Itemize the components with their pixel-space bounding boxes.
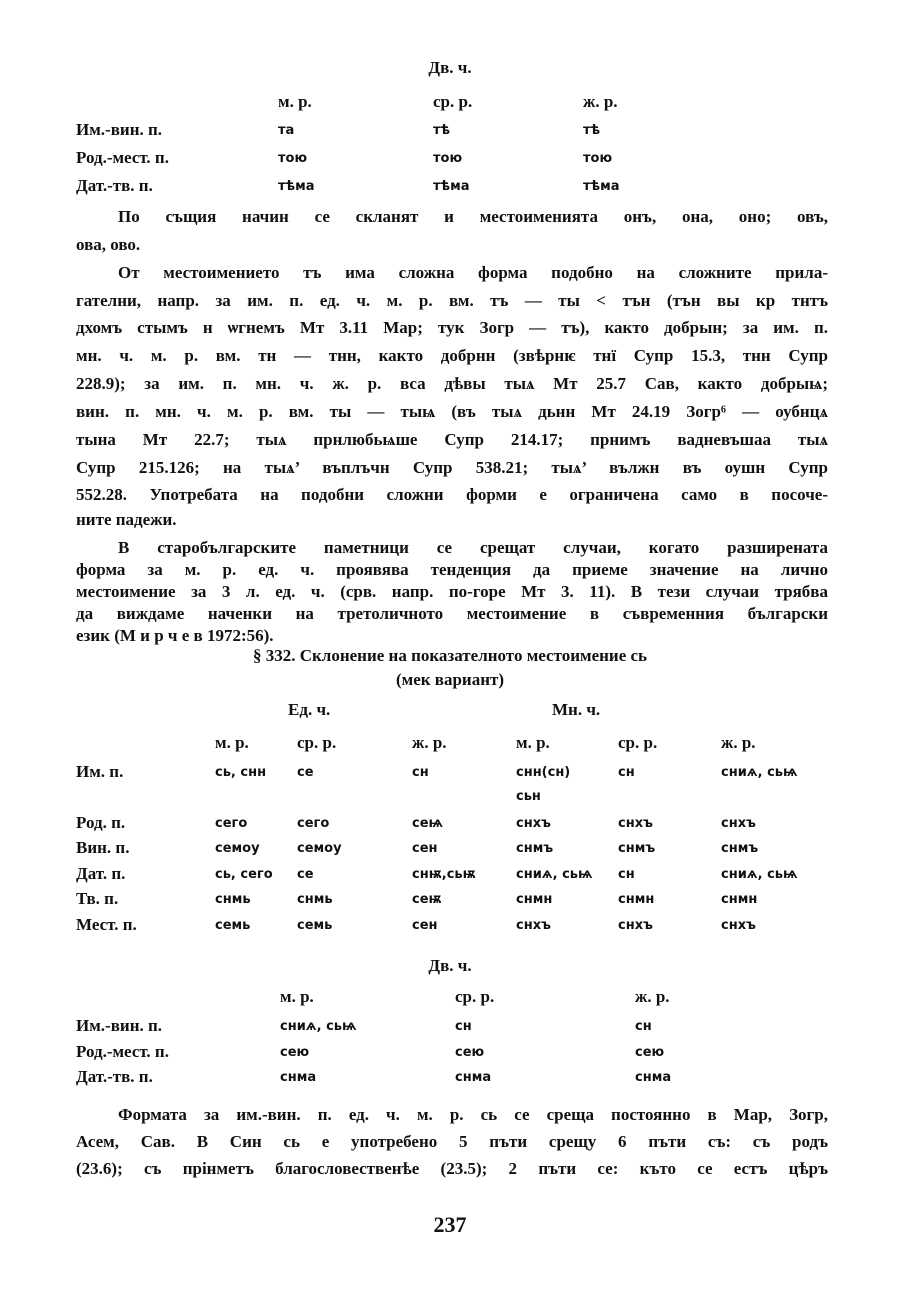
table-cell: тѣма <box>583 179 620 194</box>
table-cell: тѣ <box>433 123 451 138</box>
row-label: Род.-мест. п. <box>76 1042 169 1061</box>
table-cell: тѣма <box>278 179 315 194</box>
column-header: ср. р. <box>433 92 473 111</box>
table-cell: се <box>297 765 314 780</box>
table-cell: сн <box>412 765 429 780</box>
column-header: ср. р. <box>618 733 658 752</box>
table-cell: снмъ <box>618 841 656 856</box>
paragraph-line: Формата за им.-вин. п. ед. ч. м. р. сь се среща постоянно в Мар, Зогр, <box>118 1105 828 1124</box>
row-label: Дат.-тв. п. <box>76 1067 153 1086</box>
paragraph-line: местоимение за 3 л. ед. ч. (срв. напр. по-горе Мт 3. 11). В тези случаи трябва <box>76 582 828 601</box>
table-cell: сниѧ, сьѩ <box>280 1019 357 1034</box>
table-cell: сею <box>455 1045 485 1060</box>
table-cell: семоу <box>215 841 260 856</box>
page-number: 237 <box>433 1212 467 1237</box>
column-header: ср. р. <box>297 733 337 752</box>
paragraph-line: В старобългарските паметници се срещат случаи, когато разширената <box>118 538 828 557</box>
column-header: м. р. <box>516 733 550 752</box>
table-cell: сниѧ, сьѩ <box>516 867 593 882</box>
group-header-plural: Мн. ч. <box>552 700 601 719</box>
paragraph-line: ова, ово. <box>76 235 141 254</box>
table-cell: сею <box>280 1045 310 1060</box>
paragraph-line: (23.6); съ прінметъ благословественѣе (23.5); 2 пъти се: къто се естъ цѣръ <box>76 1159 828 1178</box>
table-cell: тою <box>433 151 463 166</box>
paragraph-line: дхомъ стымъ н ѡгнемъ Мт 3.11 Мар; тук Зогр — тъ), както добрын; за им. п. <box>76 318 828 337</box>
table-cell: сен <box>412 918 438 933</box>
table-cell: сен <box>412 841 438 856</box>
table-cell: сн <box>455 1019 472 1034</box>
table-cell: снмн <box>516 892 553 907</box>
table-cell: сего <box>297 816 330 831</box>
table-cell: снмъ <box>721 841 759 856</box>
column-header: ж. р. <box>635 987 670 1006</box>
paragraph-line: вин. п. мн. ч. м. р. вм. ты — тыѩ (въ тыѧ дьнн Мт 24.19 Зогр⁶ — оубнцѧ <box>76 402 828 421</box>
column-header: ж. р. <box>583 92 618 111</box>
table-cell: снхъ <box>618 918 653 933</box>
table-cell: сн <box>618 867 635 882</box>
table-cell: снхъ <box>721 816 756 831</box>
table-cell: сь, сего <box>215 867 273 882</box>
row-label: Дат. п. <box>76 864 126 883</box>
table-cell: снма <box>455 1070 492 1085</box>
column-header: ж. р. <box>412 733 447 752</box>
table-cell: тѣ <box>583 123 601 138</box>
paragraph-line: мн. ч. м. р. вм. тн — тнн, както добрнн (звѣрнѥ тнї Супр 15.3, тнн Супр <box>76 346 828 365</box>
column-header: ж. р. <box>721 733 756 752</box>
table-cell: снмъ <box>516 841 554 856</box>
paragraph-line: Супр 215.126; на тыѧ’ въплъчн Супр 538.21; тыѧ’ вължн въ оушн Супр <box>76 458 828 477</box>
table-cell: снма <box>635 1070 672 1085</box>
paragraph-line: да виждаме наченки на третоличното местоимение в съвременния български <box>76 604 828 623</box>
table-cell: тѣма <box>433 179 470 194</box>
paragraph-line: ните падежи. <box>76 510 177 529</box>
row-label: Вин. п. <box>76 838 130 857</box>
column-header: ср. р. <box>455 987 495 1006</box>
table-cell: сеѩ <box>412 816 444 831</box>
paragraph-line: тына Мт 22.7; тыѧ прнлюбьѩше Супр 214.17; прнимъ вадневъшаа тыѧ <box>76 430 828 449</box>
row-label: Им.-вин. п. <box>76 120 163 139</box>
table-cell: тою <box>278 151 308 166</box>
column-header: м. р. <box>280 987 314 1006</box>
paragraph-line: гателни, напр. за им. п. ед. ч. м. р. вм. тъ — ты < тън (тън вы кр тнтъ <box>76 291 828 310</box>
table-cell: снѭ,сьѭ <box>412 867 476 882</box>
table-cell: се <box>297 867 314 882</box>
row-label: Дат.-тв. п. <box>76 176 153 195</box>
table-cell: сь, снн <box>215 765 267 780</box>
table-cell: снхъ <box>516 816 551 831</box>
table-cell: сн <box>618 765 635 780</box>
row-label: Им. п. <box>76 762 124 781</box>
table-cell: сего <box>215 816 248 831</box>
row-label: Тв. п. <box>76 889 119 908</box>
table-cell: снхъ <box>721 918 756 933</box>
row-label: Мест. п. <box>76 915 137 934</box>
paragraph-line: 228.9); за им. п. мн. ч. ж. р. вса дѣвы тыѧ Мт 25.7 Сав, както добрыѩ; <box>76 374 828 393</box>
paragraph-line: По същия начин се скланят и местоименията онъ, она, оно; овъ, <box>118 207 828 226</box>
table-cell: снн(сн) <box>516 765 571 780</box>
table-cell: сеѭ <box>412 892 442 907</box>
table-cell: сьн <box>516 789 541 804</box>
table-cell: тою <box>583 151 613 166</box>
table-cell: та <box>278 123 295 138</box>
table-cell: снмн <box>721 892 758 907</box>
group-header-singular: Ед. ч. <box>288 700 331 719</box>
table-cell: снма <box>280 1070 317 1085</box>
paragraph-line: език (М и р ч е в 1972:56). <box>76 626 274 645</box>
paragraph-line: форма за м. р. ед. ч. проявява тенденция да приеме значение на лично <box>76 560 828 579</box>
paragraph-line: Асем, Сав. В Син сь е употребено 5 пъти срещу 6 пъти съ: съ родъ <box>76 1132 828 1151</box>
table-cell: семь <box>215 918 251 933</box>
table-cell: сниѧ, сьѩ <box>721 867 798 882</box>
section-title: § 332. Склонение на показателното местоимение сь <box>252 646 648 665</box>
row-label: Им.-вин. п. <box>76 1016 163 1035</box>
table-cell: сниѧ, сьѩ <box>721 765 798 780</box>
column-header: м. р. <box>278 92 312 111</box>
table-cell: сею <box>635 1045 665 1060</box>
table-cell: снхъ <box>618 816 653 831</box>
table-cell: снмь <box>297 892 333 907</box>
table-cell: снмь <box>215 892 251 907</box>
paragraph-line: 552.28. Употребата на подобни сложни форми е ограничена само в посоче- <box>76 485 828 504</box>
table-cell: снмн <box>618 892 655 907</box>
row-label: Род. п. <box>76 813 126 832</box>
table-cell: снхъ <box>516 918 551 933</box>
row-label: Род.-мест. п. <box>76 148 169 167</box>
table-title: Дв. ч. <box>428 58 472 77</box>
table-cell: семоу <box>297 841 342 856</box>
table-cell: семь <box>297 918 333 933</box>
paragraph-line: От местоимението тъ има сложна форма подобно на сложните прила- <box>118 263 828 282</box>
section-subtitle: (мек вариант) <box>395 670 505 689</box>
column-header: м. р. <box>215 733 249 752</box>
table-cell: сн <box>635 1019 652 1034</box>
table-title: Дв. ч. <box>428 956 472 975</box>
